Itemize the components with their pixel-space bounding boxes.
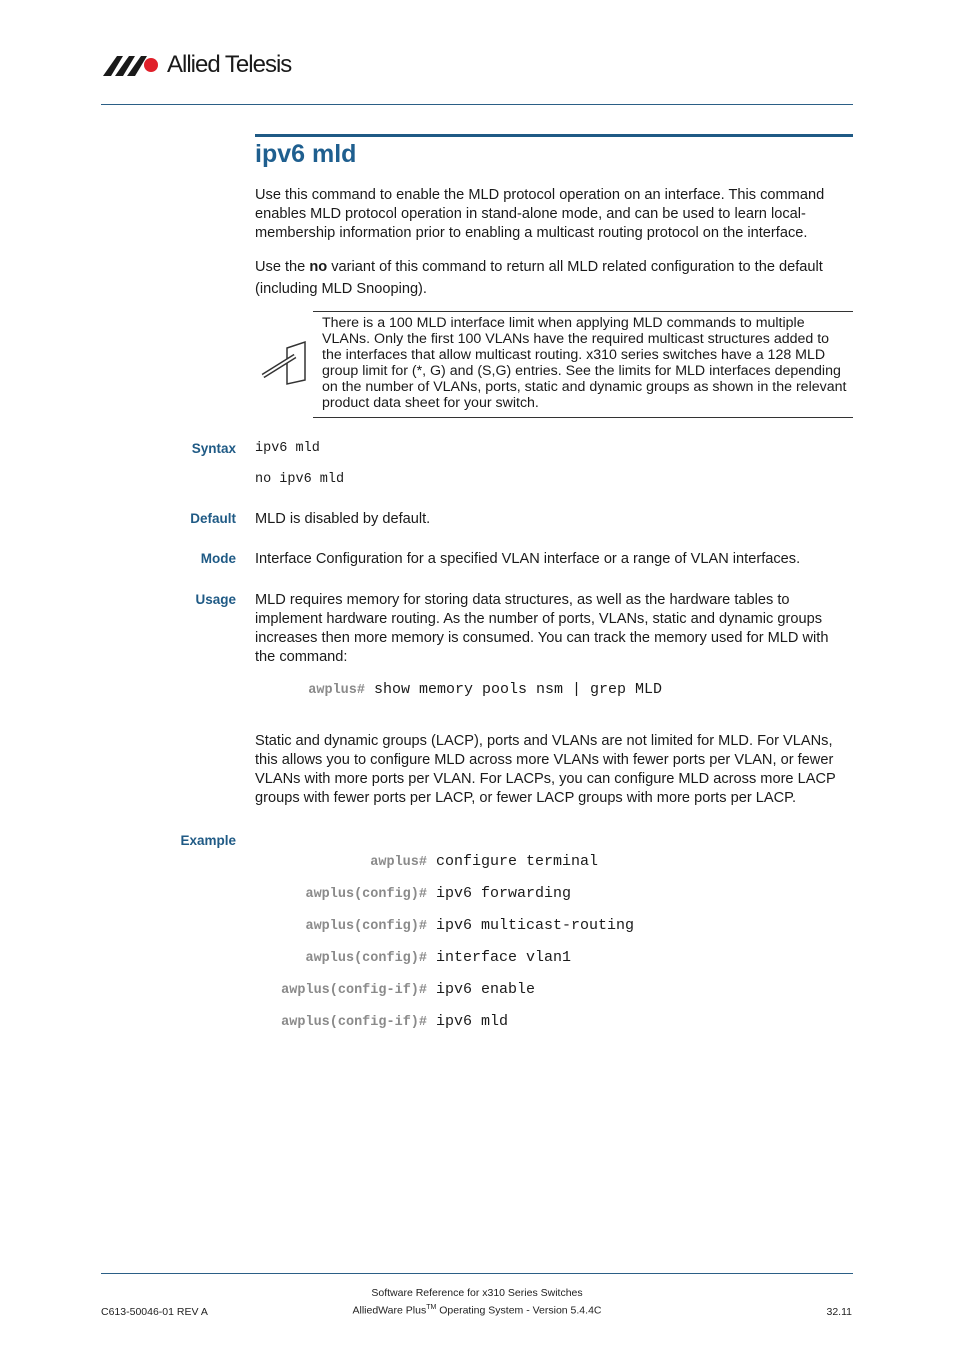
- command-text: ipv6 enable: [436, 981, 536, 998]
- note-pencil-icon: [261, 340, 309, 391]
- example-command-3: [255, 917, 855, 934]
- logo-text: Allied Telesis: [167, 51, 292, 78]
- command-text: ipv6 multicast-routing: [436, 917, 635, 934]
- command-prompt: awplus#: [370, 855, 427, 870]
- command-prompt: awplus(config)#: [305, 951, 427, 966]
- usage-command: [193, 681, 793, 698]
- syntax-line-2: no ipv6 mld: [255, 472, 345, 487]
- note-top-rule: [313, 311, 853, 312]
- note-bottom-rule: [313, 417, 853, 418]
- command-text: interface vlan1: [436, 949, 572, 966]
- example-command-4: [255, 949, 855, 966]
- usage-text: MLD requires memory for storing data structures, as well as the hardware tables to implement hardware routing. As the number of ports, VLANs, static and dynamic groups increases then more memory is consumed. You can track the memory used for MLD with the command:: [255, 592, 829, 665]
- syntax-label: Syntax: [191, 441, 236, 456]
- footer-rule: [101, 1273, 853, 1274]
- command-prompt: awplus(config-if)#: [281, 1015, 427, 1030]
- allied-telesis-logo-mark-icon: [101, 52, 163, 78]
- company-logo: [101, 50, 291, 80]
- note-text: There is a 100 MLD interface limit when applying MLD commands to multiple VLANs. Only the first 100 VLANs have the required multicast structures added to the interfaces that allow multicast routing. x310 series switches have a 128 MLD group limit for (*, G) and (S,G) entries. See the limits for MLD interfaces depending on the number of VLANs, ports, static and dynamic groups as shown in the relevant product data sheet for your switch.: [322, 315, 847, 411]
- default-label: Default: [190, 511, 236, 526]
- mode-label: Mode: [200, 551, 236, 566]
- command-prompt: awplus(config)#: [305, 887, 427, 902]
- no-variant-prefix: Use the: [255, 259, 310, 275]
- no-keyword: no: [309, 259, 328, 275]
- example-label: Example: [180, 833, 236, 848]
- no-variant-suffix: variant of this command to return all MLD related configuration to the default (including MLD Snooping).: [255, 259, 823, 297]
- page-title: ipv6 mld: [255, 140, 357, 168]
- command-text: configure terminal: [436, 853, 599, 870]
- mode-text: Interface Configuration for a specified VLAN interface or a range of VLAN interfaces.: [255, 551, 801, 567]
- footer-page-number: 32.11: [826, 1306, 852, 1318]
- example-command-6: [255, 1013, 855, 1030]
- footer-doc-id: C613-50046-01 REV A: [101, 1306, 208, 1318]
- footer-version: [300, 1304, 654, 1317]
- example-command-5: [255, 981, 855, 998]
- default-text: MLD is disabled by default.: [255, 511, 431, 527]
- example-command-1: [255, 853, 855, 870]
- trademark-sup: TM: [426, 1304, 437, 1311]
- command-prompt: awplus#: [308, 683, 365, 698]
- usage-label: Usage: [195, 592, 236, 607]
- intro-paragraph: Use this command to enable the MLD protocol operation on an interface. This command enables MLD protocol operation in stand-alone mode, and can be used to learn local-membership information prior to enabling a multicast routing protocol on the interface.: [255, 187, 825, 241]
- no-variant-paragraph: [255, 256, 851, 300]
- syntax-line-1: ipv6 mld: [255, 441, 320, 456]
- footer-title: Software Reference for x310 Series Switches: [371, 1287, 583, 1299]
- usage-text-2: Static and dynamic groups (LACP), ports and VLANs are not limited for MLD. For VLANs, this allows you to configure MLD across more VLANs with fewer ports per VLAN, or fewer VLANs with more ports per VLAN. For LACPs, you can configure MLD across more LACP groups with fewer ports per LACP, or fewer LACP groups with more ports per LACP.: [255, 733, 836, 806]
- command-prompt: awplus(config)#: [305, 919, 427, 934]
- footer-version-suffix: Operating System - Version 5.4.4C: [436, 1304, 602, 1317]
- header-rule: [101, 104, 853, 105]
- command-text: ipv6 mld: [436, 1013, 509, 1030]
- example-command-2: [255, 885, 855, 902]
- command-prompt: awplus(config-if)#: [281, 983, 427, 998]
- title-rule: [255, 134, 853, 137]
- command-text: show memory pools nsm | grep MLD: [374, 681, 663, 698]
- command-text: ipv6 forwarding: [436, 885, 572, 902]
- footer-version-prefix: AlliedWare Plus: [352, 1304, 427, 1317]
